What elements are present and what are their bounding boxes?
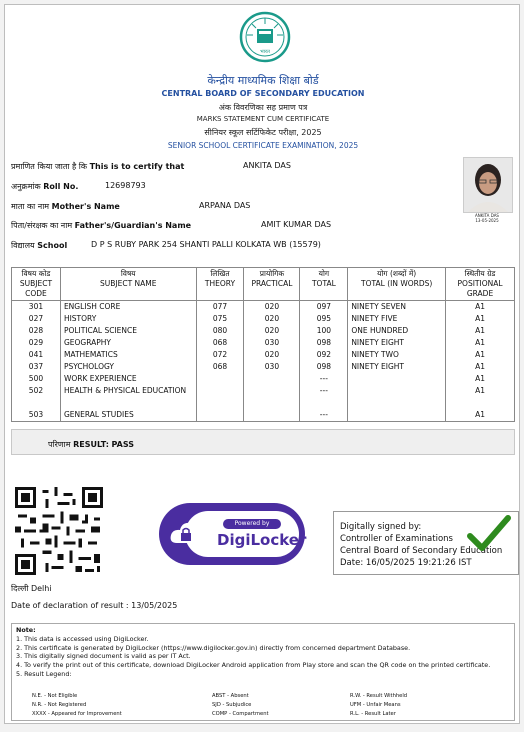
notes-box [11, 623, 515, 721]
result-line: परिणाम RESULT: PASS [48, 440, 134, 449]
digital-signature-box [333, 511, 519, 575]
legend-item: N.R. - Not Registered [32, 702, 87, 708]
positional-grade: A1 [446, 409, 515, 422]
qr-code-icon[interactable] [15, 487, 103, 575]
total-in-words [348, 409, 446, 422]
subject-code: 503 [12, 409, 61, 422]
certificate-title-hindi: अंक विवरणिका सह प्रमाण पत्र [218, 103, 308, 112]
practical-marks: 020 [244, 301, 300, 314]
svg-text:भारत: भारत [260, 49, 270, 55]
subject-code: 301 [12, 301, 61, 314]
table-row [12, 313, 515, 325]
legend-item: XXXX - Appeared for Improvement [32, 711, 122, 717]
theory-marks: 080 [196, 325, 244, 337]
legend-item: SJD - Subjudice [212, 702, 252, 708]
practical-marks: 030 [244, 361, 300, 373]
subject-code: 027 [12, 313, 61, 325]
note-item: 1. This data is accessed using DigiLocker. [16, 634, 149, 643]
digilocker-badge [159, 503, 305, 565]
table-row [12, 385, 515, 409]
theory-marks: 077 [196, 301, 244, 314]
exam-title-english: SENIOR SCHOOL CERTIFICATE EXAMINATION, 2025 [167, 141, 359, 150]
header-total-words: योग (शब्दों में) TOTAL (IN WORDS) [348, 268, 446, 301]
marks-table [11, 267, 515, 422]
table-row [12, 301, 515, 314]
positional-grade: A1 [446, 301, 515, 314]
positional-grade: A1 [446, 361, 515, 373]
theory-marks [196, 385, 244, 409]
legend-item: COMP - Compartment [212, 711, 269, 717]
table-row [12, 361, 515, 373]
note-item: 3. This digitally signed document is valid as per IT Act. [16, 652, 191, 661]
roll-label: अनुक्रमांक Roll No. [11, 182, 79, 191]
board-name-english: CENTRAL BOARD OF SECONDARY EDUCATION [161, 89, 365, 98]
total-in-words [348, 385, 446, 409]
subject-name: PSYCHOLOGY [60, 361, 196, 373]
practical-marks [244, 409, 300, 422]
theory-marks: 072 [196, 349, 244, 361]
cloud-lock-icon [169, 519, 205, 549]
table-header-row [12, 268, 515, 301]
theory-marks: 068 [196, 361, 244, 373]
practical-marks: 020 [244, 325, 300, 337]
legend-item: R.W. - Result Withheld [350, 693, 408, 699]
declaration-date: Date of declaration of result : 13/05/2025 [11, 601, 178, 610]
subject-name: ENGLISH CORE [60, 301, 196, 314]
header-theory: लिखित THEORY [196, 268, 244, 301]
header-grade: स्थितीय ग्रेड POSITIONAL GRADE [446, 268, 515, 301]
subject-code: 028 [12, 325, 61, 337]
father-name: AMIT KUMAR DAS [261, 220, 332, 229]
header-subject-name: विषय SUBJECT NAME [60, 268, 196, 301]
table-row [12, 337, 515, 349]
total-in-words: NINETY FIVE [348, 313, 446, 325]
total-marks: 092 [300, 349, 348, 361]
theory-marks: 068 [196, 337, 244, 349]
total-in-words: NINETY TWO [348, 349, 446, 361]
table-row [12, 349, 515, 361]
school-label: विद्यालय School [11, 241, 68, 250]
school-name: D P S RUBY PARK 254 SHANTI PALLI KOLKATA WB (15579) [91, 240, 321, 249]
certify-label: प्रमाणित किया जाता है कि This is to certify that [11, 162, 185, 171]
certificate-title-english: MARKS STATEMENT CUM CERTIFICATE [196, 115, 330, 123]
positional-grade: A1 [446, 385, 515, 409]
total-in-words: NINETY EIGHT [348, 337, 446, 349]
legend-item: R.L. - Result Later [350, 711, 396, 717]
table-row [12, 409, 515, 422]
roll-number: 12698793 [105, 181, 146, 190]
subject-name: WORK EXPERIENCE [60, 373, 196, 385]
positional-grade: A1 [446, 325, 515, 337]
practical-marks: 020 [244, 349, 300, 361]
header-practical: प्रायोगिक PRACTICAL [244, 268, 300, 301]
place-label: दिल्ली Delhi [11, 584, 52, 593]
total-in-words [348, 373, 446, 385]
total-marks: --- [300, 385, 348, 409]
note-item: 4. To verify the print out of this certificate, download DigiLocker Android application from Play store and scan the QR code on the printed certificate. [16, 661, 491, 670]
theory-marks [196, 373, 244, 385]
note-item: 2. This certificate is generated by DigiLocker (https://www.digilocker.gov.in) directly from concerned department Database. [16, 643, 411, 652]
notes-title: Note: [16, 626, 36, 634]
total-marks: 097 [300, 301, 348, 314]
legend-item: N.E. - Not Eligible [32, 693, 78, 699]
practical-marks [244, 373, 300, 385]
board-name-hindi: केन्द्रीय माध्यमिक शिक्षा बोर्ड [207, 74, 319, 87]
subject-code: 500 [12, 373, 61, 385]
subject-code: 502 [12, 385, 61, 409]
practical-marks [244, 385, 300, 409]
candidate-name: ANKITA DAS [243, 161, 291, 170]
cbse-logo-icon [239, 11, 291, 63]
mother-label: माता का नाम Mother's Name [11, 202, 120, 211]
table-row [12, 373, 515, 385]
positional-grade: A1 [446, 349, 515, 361]
total-in-words: NINETY EIGHT [348, 361, 446, 373]
candidate-photo [463, 157, 513, 213]
total-marks: 098 [300, 337, 348, 349]
photo-caption: ANKITA DAS 13-05-2025 [475, 213, 499, 223]
total-marks: --- [300, 409, 348, 422]
subject-name: GENERAL STUDIES [60, 409, 196, 422]
subject-name: HEALTH & PHYSICAL EDUCATION [60, 385, 196, 409]
checkmark-icon [466, 514, 512, 554]
subject-code: 041 [12, 349, 61, 361]
positional-grade: A1 [446, 373, 515, 385]
result-box [11, 429, 515, 455]
practical-marks: 020 [244, 313, 300, 325]
subject-code: 037 [12, 361, 61, 373]
certificate-page [4, 4, 520, 724]
subject-name: GEOGRAPHY [60, 337, 196, 349]
header-total: योग TOTAL [300, 268, 348, 301]
positional-grade: A1 [446, 337, 515, 349]
total-marks: 100 [300, 325, 348, 337]
subject-name: POLITICAL SCIENCE [60, 325, 196, 337]
powered-by-label: Powered by [223, 519, 281, 529]
total-marks: --- [300, 373, 348, 385]
practical-marks: 030 [244, 337, 300, 349]
signature-text: Digitally signed by: Controller of Examinations Central Board of Secondary Education Date: 16/05/2025 19:21:26 IST [340, 522, 503, 568]
theory-marks [196, 409, 244, 422]
table-row [12, 325, 515, 337]
digilocker-name: DigiLocker [217, 531, 307, 549]
mother-name: ARPANA DAS [199, 201, 251, 210]
legend-item: ABST - Absent [212, 693, 249, 699]
subject-name: HISTORY [60, 313, 196, 325]
theory-marks: 075 [196, 313, 244, 325]
legend-item: UFM - Unfair Means [350, 702, 401, 708]
total-marks: 098 [300, 361, 348, 373]
total-in-words: ONE HUNDRED [348, 325, 446, 337]
total-marks: 095 [300, 313, 348, 325]
father-label: पिता/संरक्षक का नाम Father's/Guardian's Name [11, 221, 192, 230]
note-item: 5. Result Legend: [16, 669, 72, 678]
subject-name: MATHEMATICS [60, 349, 196, 361]
header-subject-code: विषय कोड SUBJECT CODE [12, 268, 61, 301]
subject-code: 029 [12, 337, 61, 349]
exam-title-hindi: सीनियर स्कूल सर्टिफिकेट परीक्षा, 2025 [204, 128, 322, 137]
total-in-words: NINETY SEVEN [348, 301, 446, 314]
positional-grade: A1 [446, 313, 515, 325]
